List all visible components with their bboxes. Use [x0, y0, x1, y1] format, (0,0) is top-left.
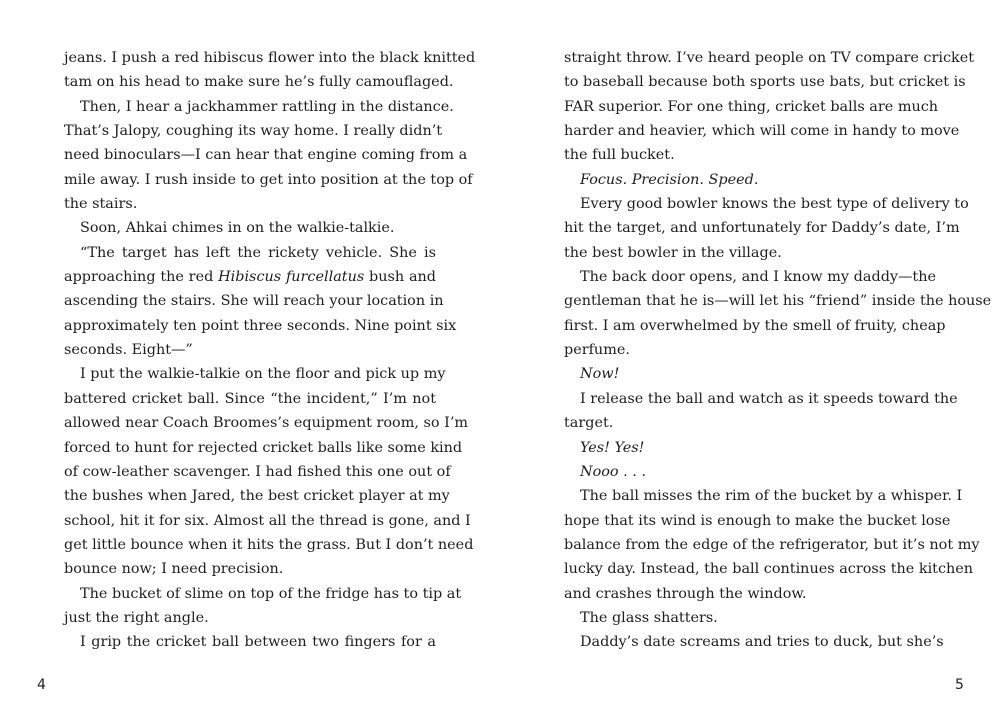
page-number-right: 5: [955, 677, 964, 693]
page-number-left: 4: [37, 677, 46, 693]
text-line: hit the target, and unfortunately for Daddy’s date, I’m: [564, 220, 960, 237]
italic-text: Nooo . . .: [580, 463, 647, 480]
text-line: harder and heavier, which will come in handy to move: [564, 123, 960, 140]
text-line: approximately ten point three seconds. Nine point six: [64, 317, 457, 334]
italic-text: Hibiscus furcellatus: [218, 269, 365, 286]
text-line: target.: [564, 415, 614, 432]
text-line: straight throw. I’ve heard people on TV compare cricket: [564, 50, 975, 66]
text-line: to baseball because both sports use bats, but cricket is: [564, 74, 966, 91]
text-line: get little bounce when it hits the grass. But I don’t need: [64, 536, 474, 553]
text-line: bounce now; I need precision.: [64, 561, 284, 578]
right-page: [564, 46, 992, 655]
text-line: balance from the edge of the refrigerator, but it’s not my: [564, 536, 980, 553]
text-line: [564, 362, 936, 386]
italic-text: Now!: [580, 366, 620, 383]
italic-text: Focus. Precision. Speed.: [580, 171, 759, 188]
text-line: I put the walkie-talkie on the floor and pick up my: [80, 366, 446, 383]
text-line: The glass shatters.: [580, 609, 718, 626]
text-line: “The target has left the rickety vehicle. She is: [80, 244, 436, 261]
text-line: I grip the cricket ball between two fingers for a: [80, 634, 436, 651]
text-line: the best bowler in the village.: [564, 244, 782, 261]
text-line: approaching the red Hibiscus furcellatus bush and: [64, 269, 437, 286]
text-line: mile away. I rush inside to get into position at the top of: [64, 171, 473, 188]
text-line: the bushes when Jared, the best cricket player at my: [64, 488, 450, 505]
text-line: of cow-leather scavenger. I had fished this one out of: [64, 463, 451, 480]
text-line: hope that its wind is enough to make the bucket lose: [564, 512, 951, 529]
text-line: seconds. Eight—”: [64, 342, 193, 359]
text-line: Every good bowler knows the best type of delivery to: [580, 196, 969, 213]
text-line: just the right angle.: [64, 609, 209, 626]
text-line: I release the ball and watch as it speeds toward the: [580, 390, 958, 407]
text-line: ascending the stairs. She will reach your location in: [64, 293, 444, 310]
text-line: school, hit it for six. Almost all the thread is gone, and I: [64, 512, 471, 529]
text-line: allowed near Coach Broomes’s equipment room, so I’m: [64, 415, 469, 432]
text-line: That’s Jalopy, coughing its way home. I really didn’t: [64, 123, 443, 140]
text-line: the stairs.: [64, 196, 138, 213]
text-line: [564, 460, 936, 484]
text-line: and crashes through the window.: [564, 585, 807, 602]
left-page: [64, 46, 476, 655]
text-line: the full bucket.: [564, 147, 675, 164]
text-line: [564, 168, 936, 192]
text-line: Daddy’s date screams and tries to duck, but she’s: [580, 634, 944, 651]
text-line: need binoculars—I can hear that engine coming from a: [64, 147, 468, 164]
text-line: forced to hunt for rejected cricket balls like some kind: [64, 439, 463, 456]
text-line: [564, 436, 936, 460]
text-line: first. I am overwhelmed by the smell of fruity, cheap: [564, 317, 946, 334]
text-line: The back door opens, and I know my daddy—the: [580, 269, 936, 286]
italic-text: Yes! Yes!: [580, 439, 645, 456]
text-line: Then, I hear a jackhammer rattling in the distance.: [80, 98, 454, 115]
text-line: perfume.: [564, 342, 630, 359]
text-line: The bucket of slime on top of the fridge has to tip at: [80, 585, 462, 602]
text-line: The ball misses the rim of the bucket by a whisper. I: [580, 488, 963, 505]
text-line: lucky day. Instead, the ball continues across the kitchen: [564, 561, 974, 578]
text-line: battered cricket ball. Since “the incident,” I’m not: [64, 390, 436, 407]
text-line: tam on his head to make sure he’s fully camouflaged.: [64, 74, 454, 91]
text-line: FAR superior. For one thing, cricket balls are much: [564, 98, 939, 115]
text-line: jeans. I push a red hibiscus flower into the black knitted: [64, 50, 476, 66]
text-line: Soon, Ahkai chimes in on the walkie-talkie.: [80, 220, 395, 237]
text-line: gentleman that he is—will let his “friend” inside the house: [564, 293, 992, 310]
